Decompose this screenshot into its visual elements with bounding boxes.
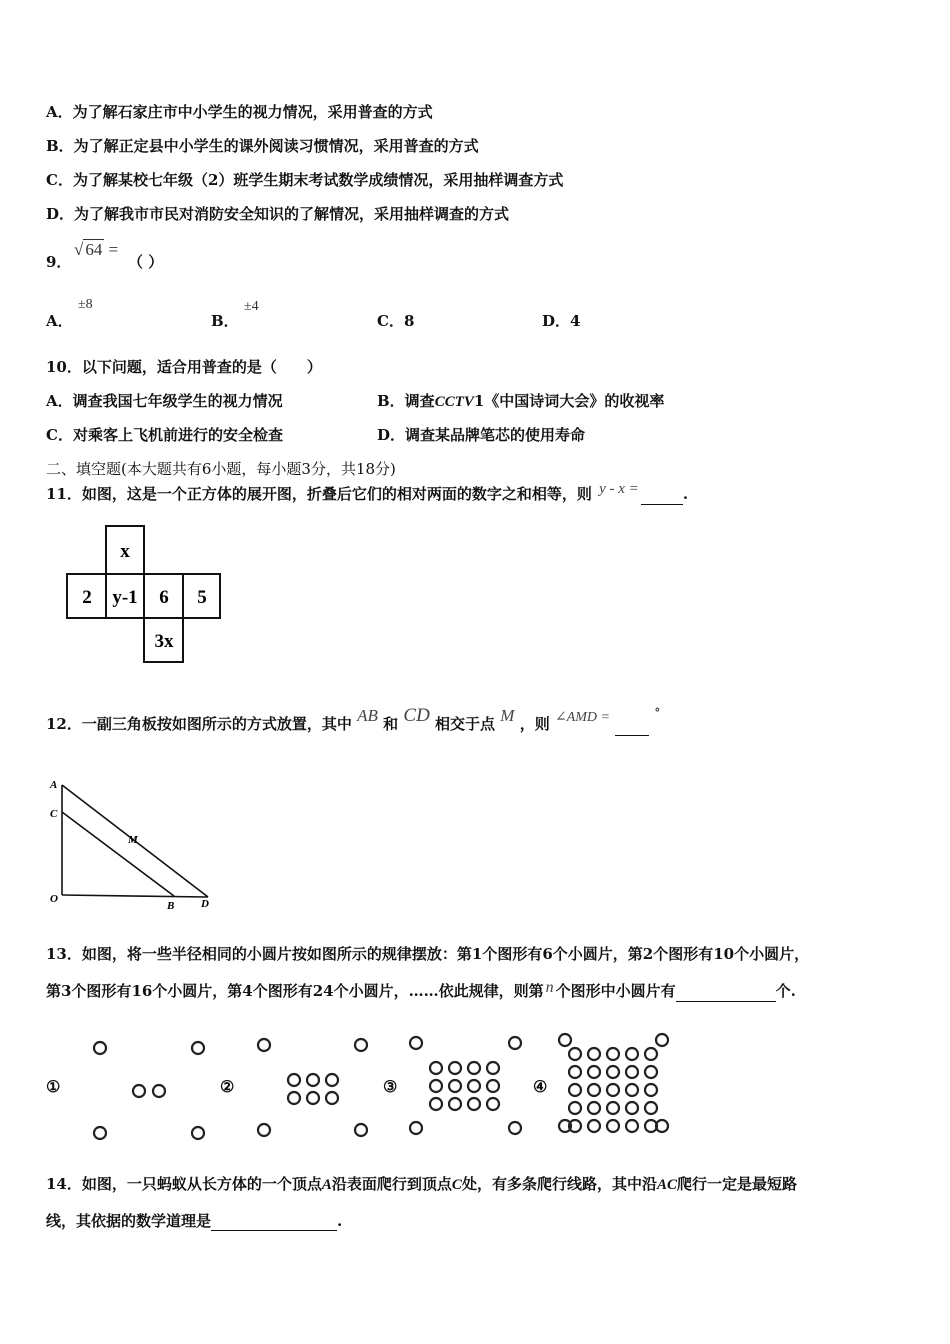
small-circle [607, 1120, 619, 1132]
q9-option-b-label: B． [211, 312, 239, 330]
cell-row-2: y-1 [112, 587, 138, 608]
figure-label-1: ① [46, 1077, 61, 1096]
q14-line-1 [46, 1174, 797, 1195]
small-circle [430, 1080, 442, 1092]
q12-cd: CD [403, 705, 430, 726]
small-circle [487, 1098, 499, 1110]
small-circle [258, 1039, 270, 1051]
small-circle [94, 1042, 106, 1054]
q9-option-d: D．4 [542, 312, 581, 330]
q12-answer-blank [615, 719, 649, 736]
small-circle [645, 1066, 657, 1078]
cell-bottom: 3x [154, 631, 174, 652]
small-circle [588, 1048, 600, 1060]
q10-option-a: A．调查我国七年级学生的视力情况 [46, 392, 283, 410]
small-circle [645, 1048, 657, 1060]
q11-answer-blank [641, 488, 683, 505]
q9-paren: （ ） [128, 253, 164, 271]
small-circle [607, 1066, 619, 1078]
q14-line-1d: 爬行一定是最短路 [676, 1175, 797, 1193]
q14-line-1a: 14．如图，一只蚂蚁从长方体的一个顶点 [46, 1175, 322, 1193]
q12-and: 和 [383, 715, 399, 733]
q8-option-c: C．为了解某校七年级（2）班学生期末考试数学成绩情况，采用抽样调查方式 [46, 171, 564, 189]
q12-stem [46, 705, 661, 736]
small-circle [559, 1034, 571, 1046]
q13-n: n [545, 979, 554, 996]
small-circle [645, 1084, 657, 1096]
label-m: M [128, 834, 138, 846]
small-circle [607, 1102, 619, 1114]
q8-option-a: A．为了解石家庄市中小学生的视力情况，采用普查的方式 [46, 103, 433, 121]
label-o: O [50, 893, 58, 905]
small-circle [588, 1066, 600, 1078]
small-circle [626, 1066, 638, 1078]
small-circle [410, 1122, 422, 1134]
label-b: B [167, 900, 175, 912]
q9-option-c: C．8 [377, 312, 415, 330]
small-circle [569, 1102, 581, 1114]
segment-cb [62, 812, 174, 896]
q11-stem [46, 481, 689, 505]
label-c: C [50, 808, 58, 820]
small-circle [588, 1120, 600, 1132]
q10-stem: 10．以下问题，适合用普查的是（ ） [46, 358, 322, 376]
q13-line-2 [46, 981, 796, 1002]
q12-m: M [500, 706, 515, 725]
q12-stem-3: ，则 [519, 715, 550, 733]
q10-option-b-suffix: 1《中国诗词大会》的收视率 [473, 392, 665, 410]
q12-degree: ° [654, 706, 661, 720]
q13-line-2a: 第3个图形有16个小圆片，第4个图形有24个小圆片，……依此规律，则第 [46, 982, 544, 1000]
small-circle [192, 1042, 204, 1054]
small-circle [569, 1048, 581, 1060]
cell-row-1: 2 [82, 587, 92, 608]
q11-end: . [682, 485, 689, 503]
label-a: A [50, 779, 58, 791]
small-circle [288, 1074, 300, 1086]
section-heading: 二、填空题(本大题共有6小题，每小题3分，共18分) [46, 460, 396, 478]
circle-pattern-figure [0, 1030, 700, 1145]
small-circle [94, 1127, 106, 1139]
small-circle [645, 1102, 657, 1114]
small-circle [153, 1085, 165, 1097]
q8-option-b: B．为了解正定县中小学生的课外阅读习惯情况，采用普查的方式 [46, 137, 479, 155]
small-circle [326, 1074, 338, 1086]
q10-option-d: D．调查某品牌笔芯的使用寿命 [377, 426, 586, 444]
figure-label-4: ④ [533, 1077, 548, 1096]
small-circle [626, 1048, 638, 1060]
small-circle [430, 1062, 442, 1074]
small-circle [468, 1080, 480, 1092]
q14-c: C [451, 1177, 462, 1193]
small-circle [509, 1037, 521, 1049]
q12-stem-2: 相交于点 [435, 715, 496, 733]
small-circle [326, 1092, 338, 1104]
small-circle [626, 1102, 638, 1114]
q11-expression: y - x = [599, 481, 639, 497]
small-circle [588, 1102, 600, 1114]
small-circle [430, 1098, 442, 1110]
q10-option-b-cctv: CCTV [434, 394, 474, 410]
small-circle [133, 1085, 145, 1097]
label-d: D [201, 898, 209, 910]
small-circle [607, 1048, 619, 1060]
q14-ac: AC [656, 1177, 677, 1193]
q14-line-1b: 沿表面爬行到顶点 [331, 1175, 452, 1193]
segment-od [62, 895, 208, 897]
cell-row-4: 5 [197, 587, 207, 608]
small-circle [487, 1080, 499, 1092]
q13-answer-blank [676, 985, 776, 1002]
small-circle [569, 1084, 581, 1096]
q9-equals: = [108, 240, 119, 259]
q9-radicand: 64 [85, 240, 103, 259]
small-circle [588, 1084, 600, 1096]
q8-option-d: D．为了解我市市民对消防安全知识的了解情况，采用抽样调查的方式 [46, 205, 510, 223]
small-circle [569, 1066, 581, 1078]
figure-label-3: ③ [383, 1077, 398, 1096]
cube-net-figure [66, 526, 226, 666]
q14-line-2a: 线，其依据的数学道理是 [46, 1212, 212, 1230]
q12-stem-1: 12．一副三角板按如图所示的方式放置，其中 [46, 715, 352, 733]
q13-line-2c: 个. [775, 982, 796, 1000]
small-circle [449, 1062, 461, 1074]
cell-top: x [120, 541, 130, 562]
q9-option-b-value: ±4 [244, 299, 259, 314]
small-circle [626, 1084, 638, 1096]
small-circle [468, 1062, 480, 1074]
q12-ab: AB [357, 706, 378, 725]
small-circle [468, 1098, 480, 1110]
small-circle [656, 1034, 668, 1046]
q14-line-1c: 处，有多条爬行线路，其中沿 [461, 1175, 657, 1193]
q9-number: 9． [46, 253, 72, 271]
small-circle [307, 1092, 319, 1104]
q13-line-2b: 个图形中小圆片有 [555, 982, 676, 1000]
small-circle [449, 1080, 461, 1092]
q14-line-2b: . [337, 1212, 343, 1230]
small-circle [307, 1074, 319, 1086]
small-circle [258, 1124, 270, 1136]
q14-answer-blank [211, 1214, 337, 1231]
small-circle [626, 1120, 638, 1132]
small-circle [509, 1122, 521, 1134]
q12-angle: ∠AMD = [554, 710, 610, 725]
q10-option-c: C．对乘客上飞机前进行的安全检查 [46, 426, 283, 444]
q9-sqrt-expression [74, 240, 118, 260]
small-circle [288, 1092, 300, 1104]
q10-option-b-prefix: B．调查 [377, 392, 435, 410]
small-circle [607, 1084, 619, 1096]
q13-line-1: 13．如图，将一些半径相同的小圆片按如图所示的规律摆放：第1个图形有6个小圆片，第2个图形有10个小圆片， [46, 945, 810, 963]
small-circle [355, 1039, 367, 1051]
q11-stem-text: 11．如图，这是一个正方体的展开图，折叠后它们的相对两面的数字之和相等，则 [46, 485, 592, 503]
figure-label-2: ② [220, 1077, 235, 1096]
sqrt-symbol: √ [74, 240, 84, 259]
small-circle [192, 1127, 204, 1139]
small-circle [449, 1098, 461, 1110]
q14-line-2 [46, 1211, 342, 1231]
q9-option-a-label: A． [46, 312, 73, 330]
q9-option-a-value: ±8 [78, 297, 93, 312]
small-circle [410, 1037, 422, 1049]
small-circle [487, 1062, 499, 1074]
q14-a: A [321, 1177, 332, 1193]
q10-option-b [377, 391, 664, 412]
triangle-figure [46, 775, 226, 915]
cell-row-3: 6 [159, 587, 169, 608]
small-circle [355, 1124, 367, 1136]
